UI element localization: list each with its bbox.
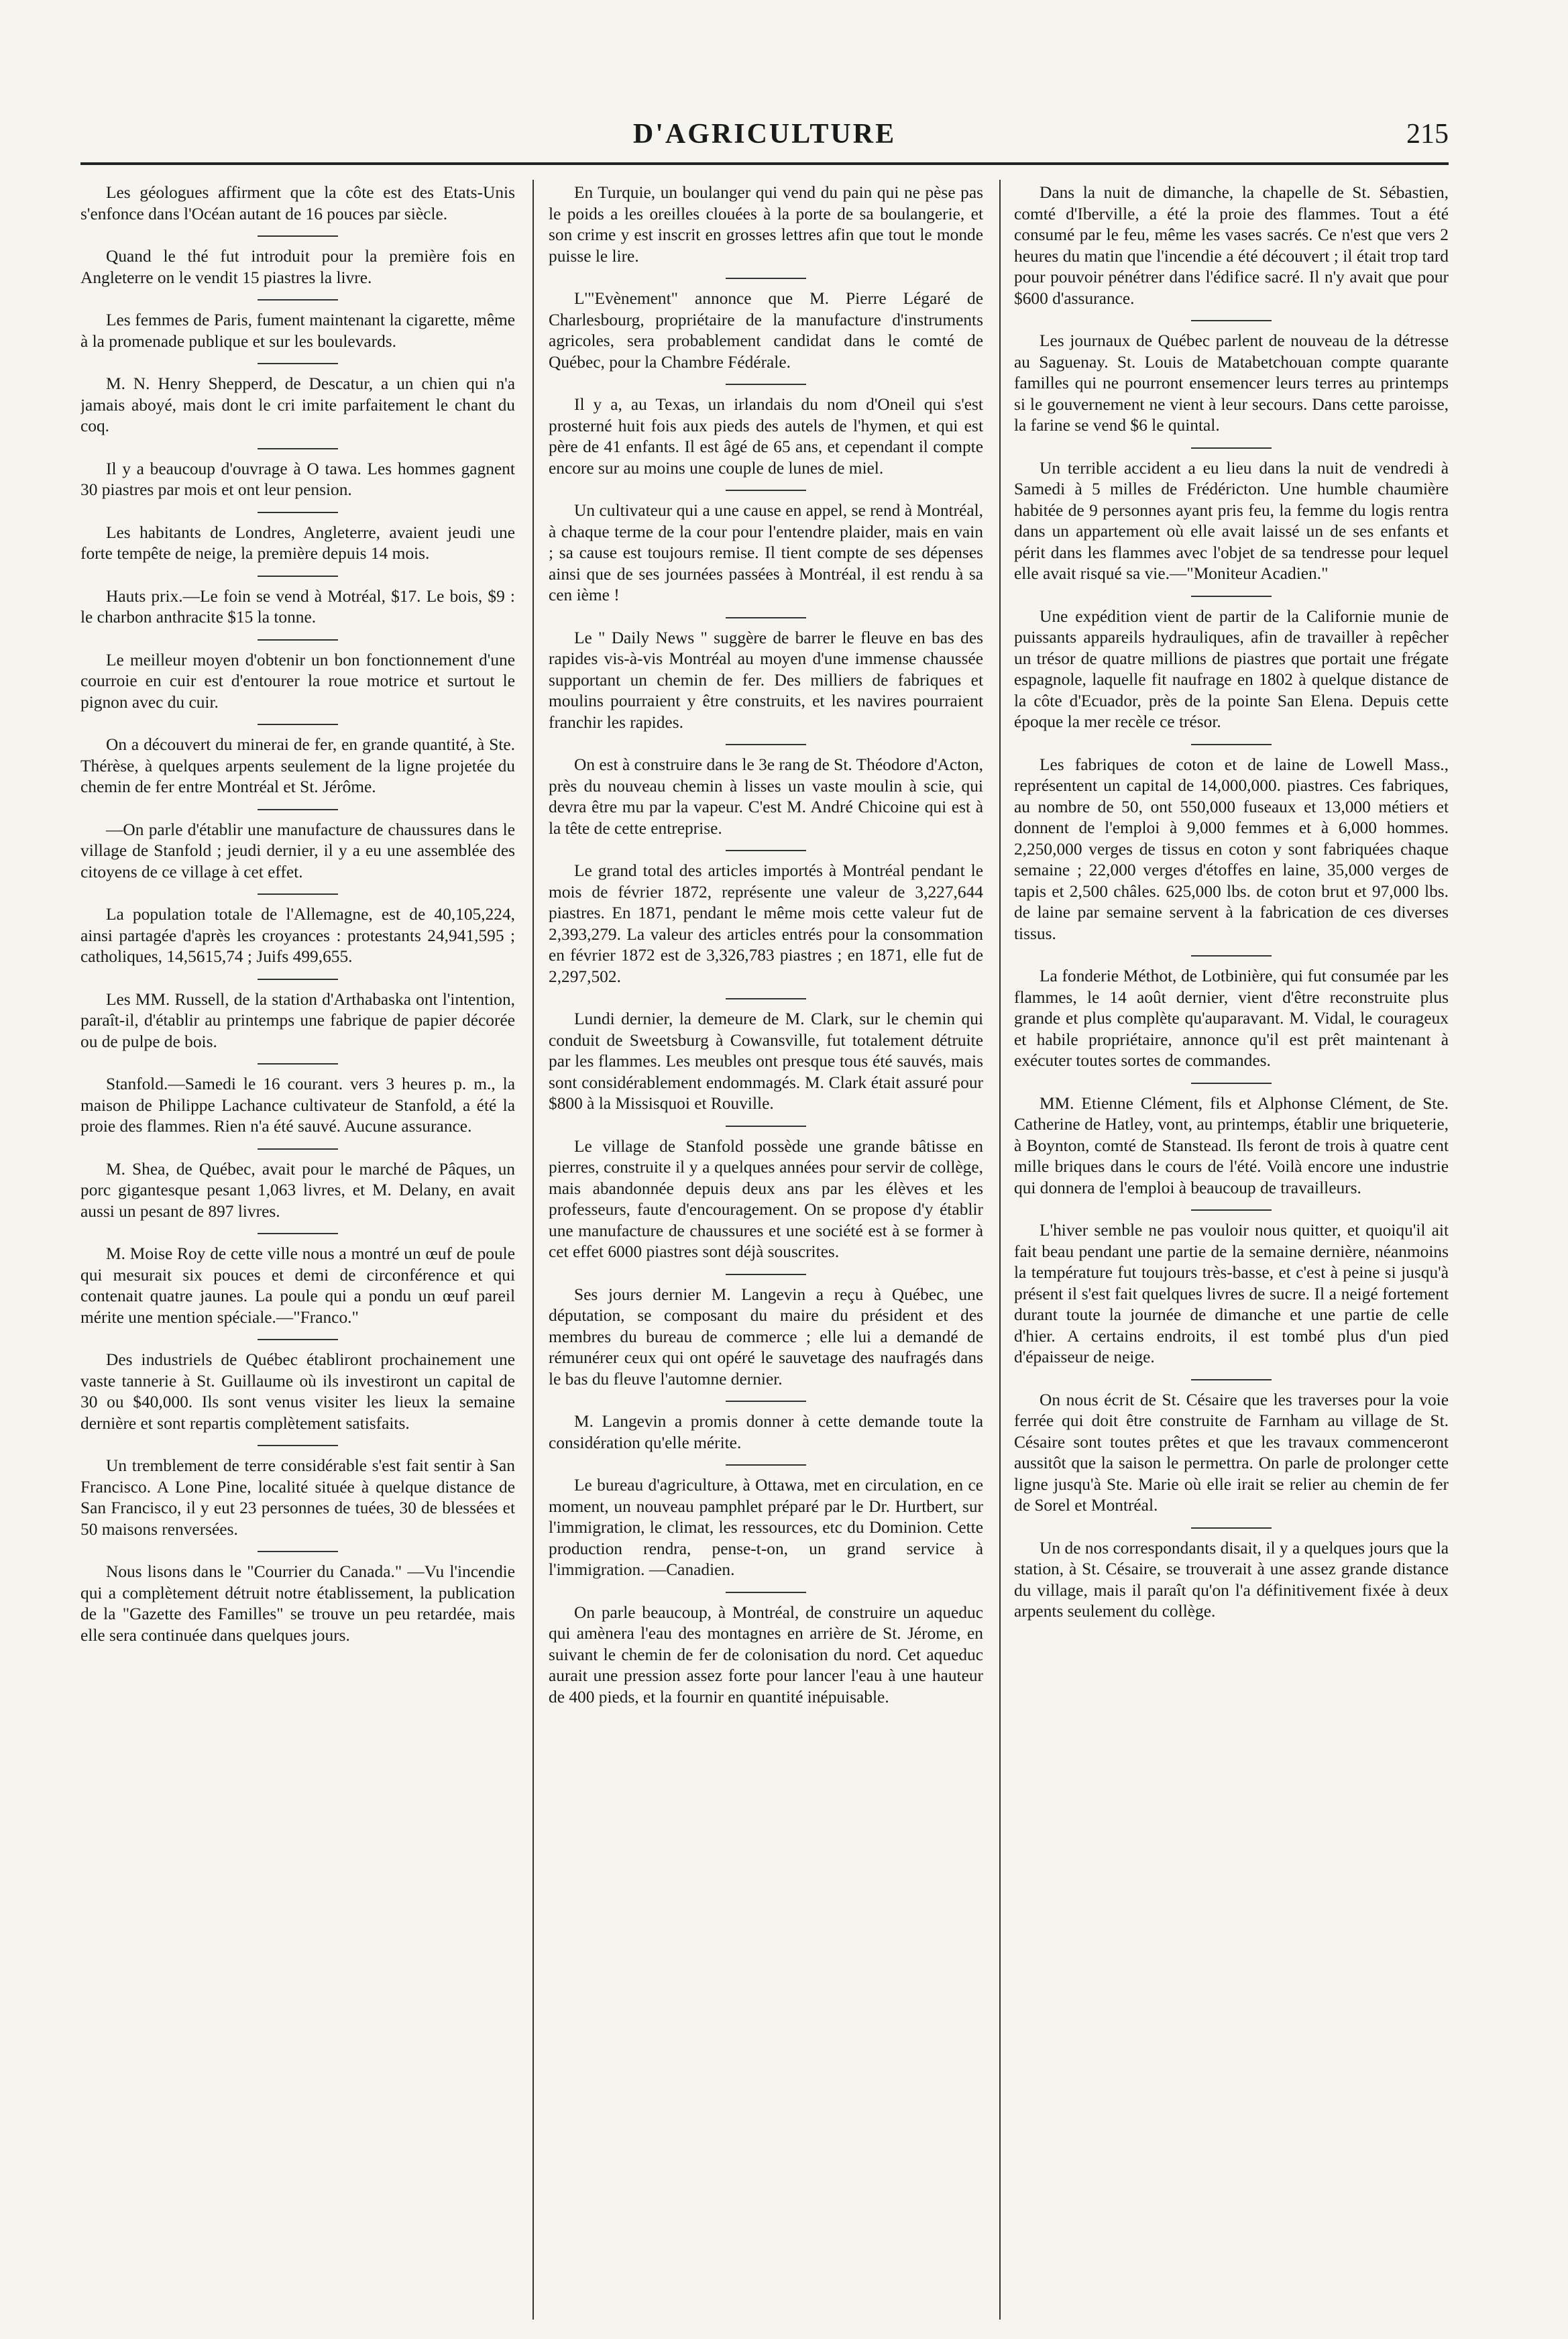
article-paragraph: M. Moise Roy de cette ville nous a montré un œuf de poule qui mesurait six pouces et demi de circonférence et qui contenait quatre jaunes. La poule qui a pondu un œuf pareil mérite une mention spéciale.—"Franco." [80,1244,515,1327]
article-separator [1191,1379,1272,1380]
article-separator [258,639,338,641]
article-separator [258,448,338,449]
article-paragraph: En Turquie, un boulanger qui vend du pain qui ne pèse pas le poids a les oreilles clouées à la porte de sa boulangerie, et son crime y est inscrit en grosses lettres afin que tout le monde puisse le lire. [549,183,983,266]
article-paragraph: Un terrible accident a eu lieu dans la nuit de vendredi à Samedi à 5 milles de Frédéricton. Une humble chaumière habitée de 9 personnes ayant pris feu, la femme du logis rentra dans un appartement où elle avait laissé un de ses enfants et périt dans les flammes avec l'objet de sa tendresse pour lequel elle avait risqué sa vie.—"Moniteur Acadien." [1014,458,1449,583]
article-paragraph: Les habitants de Londres, Angleterre, avaient jeudi une forte tempête de neige, la première depuis 14 mois. [80,523,515,563]
article-separator [1191,1209,1272,1211]
article-separator [258,363,338,364]
article-paragraph: Les fabriques de coton et de laine de Lowell Mass., représentent un capital de 14,000,000. piastres. Ces fabriques, au nombre de 50, ont 550,000 fuseaux et 13,000 métiers et donnent de l'emploi à 9,000 femmes et à 6,000 hommes. 2,250,000 verges de tissus en coton y sont fabriquées chaque semaine ; 22,000 verges d'étoffes en laine, 35,000 verges de tapis et 2,500 châles. 625,000 lbs. de coton brut et 97,000 lbs. de laine par semaine servent à la fabrication de ces diverses tissus. [1014,755,1449,943]
article-separator [258,235,338,237]
article-paragraph: On est à construire dans le 3e rang de St. Théodore d'Acton, près du nouveau chemin à lisses un vaste moulin à scie, qui devra être mu par la vapeur. C'est M. André Chicoine qui est à la tête de cette entreprise. [549,755,983,838]
article-separator [1191,744,1272,745]
article-paragraph: M. Shea, de Québec, avait pour le marché de Pâques, un porc gigantesque pesant 1,063 livres, et M. Delany, en avait aussi un pesant de 897 livres. [80,1159,515,1221]
page-number: 215 [1406,119,1449,150]
column-2 [549,182,983,2309]
article-paragraph: Un tremblement de terre considérable s'est fait sentir à San Francisco. A Lone Pine, localité située à quelque distance de San Francisco, il y eut 23 personnes de tuées, 30 de blessées et 50 maisons renversées. [80,1456,515,1539]
article-paragraph: Les femmes de Paris, fument maintenant la cigarette, même à la promenade publique et sur les boulevards. [80,311,515,351]
article-separator [258,1445,338,1446]
article-paragraph: Ses jours dernier M. Langevin a reçu à Québec, une députation, se composant du maire du président et des membres du bureau de commerce ; elle lui a demandé de rémunérer ceux qui ont opéré le sauvetage des naufragés dans le bas du fleuve l'automne dernier. [549,1285,983,1389]
article-paragraph: La fonderie Méthot, de Lotbinière, qui fut consumée par les flammes, le 14 août dernier, vient d'être reconstruite plus grande et plus complète qu'auparavant. M. Vidal, le courageux et habile propriétaire, annonce qu'il est prêt maintenant à exécuter toutes sortes de commandes. [1014,967,1449,1070]
article-separator [258,979,338,980]
article-separator [726,744,806,745]
article-paragraph: MM. Etienne Clément, fils et Alphonse Clément, de Ste. Catherine de Hatley, vont, au printemps, établir une briqueterie, à Boynton, comté de Stanstead. Ils feront de trois à quatre cent mille briques dans le cours de l'été. Voilà encore une industrie qui donnera de l'emploi à beaucoup de travailleurs. [1014,1093,1449,1197]
article-paragraph: Quand le thé fut introduit pour la première fois en Angleterre on le vendit 15 piastres la livre. [80,247,515,287]
article-separator [258,893,338,895]
article-paragraph: Un cultivateur qui a une cause en appel, se rend à Montréal, à chaque terme de la cour pour l'entendre plaider, mais en vain ; sa cause est toujours remise. Il tient compte de ses dépenses ainsi que de ses journées passées à Montréal, il est rendu à sa cen ième ! [549,501,983,604]
column-3 [1014,182,1449,2309]
article-separator [726,850,806,851]
article-paragraph: Hauts prix.—Le foin se vend à Motréal, $17. Le bois, $9 : le charbon anthracite $15 la tonne. [80,586,515,627]
article-separator [726,1401,806,1402]
article-separator [258,724,338,725]
article-paragraph: Nous lisons dans le "Courrier du Canada." —Vu l'incendie qui a complètement détruit notre établissement, la publication de la "Gazette des Familles" se trouve un peu retardée, mais elle sera continuée dans quelques jours. [80,1562,515,1645]
article-separator [1191,1083,1272,1084]
article-separator [726,998,806,999]
article-separator [1191,447,1272,449]
article-separator [1191,596,1272,597]
running-title: D'AGRICULTURE [632,119,897,150]
article-separator [726,1464,806,1466]
article-paragraph: Le " Daily News " suggère de barrer le fleuve en bas des rapides vis-à-vis Montréal au moyen d'une immense chaussée supportant un chemin de fer. Des milliers de fabriques et moulins pourraient y être construits, et les navires pourraient franchir les rapides. [549,628,983,732]
article-paragraph: On parle beaucoup, à Montréal, de construire un aqueduc qui amènera l'eau des montagnes en arrière de St. Jérome, en suivant le chemin de fer de colonisation du nord. Cet aqueduc aurait une pression assez forte pour lancer l'eau à une hauteur de 400 pieds, et la fournir en quantité inépuisable. [549,1602,983,1706]
page-header [80,114,1449,168]
article-separator [258,576,338,577]
article-separator [726,384,806,385]
article-paragraph: Il y a, au Texas, un irlandais du nom d'Oneil qui s'est prosterné huit fois aux pieds des autels de l'hymen, et qui est père de 41 enfants. Il est âgé de 65 ans, et cependant il compte encore sur au moins une couple de lunes de miel. [549,395,983,478]
article-paragraph: L'"Evènement" annonce que M. Pierre Légaré de Charlesbourg, propriétaire de la manufacture d'instruments agricoles, sera probablement candidat dans le comté de Québec, pour la Chambre Fédérale. [549,289,983,372]
article-separator [258,1233,338,1234]
article-separator [1191,1527,1272,1529]
article-paragraph: Un de nos correspondants disait, il y a quelques jours que la station, à St. Césaire, se trouverait à une assez grande distance du village, mais il paraît qu'on l'a définitivement fixée à deux arpents seulement du collège. [1014,1538,1449,1621]
article-separator [1191,955,1272,957]
article-paragraph: Il y a beaucoup d'ouvrage à O tawa. Les hommes gagnent 30 piastres par mois et ont leur pension. [80,459,515,499]
article-separator [258,299,338,301]
article-paragraph: M. Langevin a promis donner à cette demande toute la considération qu'elle mérite. [549,1412,983,1452]
article-separator [726,490,806,491]
column-rule-2 [999,180,1001,2320]
article-paragraph: L'hiver semble ne pas vouloir nous quitter, et quoiqu'il ait fait beau pendant une partie de la semaine dernière, néanmoins la température fut toujours très-basse, et c'est à peine si jusqu'à présent il s'est fait quelques livres de sucre. Il a neigé fortement durant toute la journée de dimanche et une partie de celle d'hier. A certains endroits, il est tombé plus d'un pied d'épaisseur de neige. [1014,1221,1449,1366]
article-paragraph: On nous écrit de St. Césaire que les traverses pour la voie ferrée qui doit être construite de Farnham au village de St. Césaire sont toutes prêtes et que les travaux commenceront aussitôt que la saison le permettra. On parle de prolonger cette ligne jusqu'à Ste. Marie où elle irait se relier au chemin de fer de Sorel et Montréal. [1014,1390,1449,1515]
article-separator [258,1063,338,1065]
header-rule [80,162,1449,165]
article-paragraph: Le village de Stanfold possède une grande bâtisse en pierres, construite il y a quelques années pour servir de collège, mais abandonnée depuis deux ans par les élèves et les professeurs, faute d'encouragement. On se propose d'y établir une manufacture de chaussures et une société est à se former à cet effet 6000 piastres sont déjà souscrites. [549,1136,983,1261]
article-paragraph: Le meilleur moyen d'obtenir un bon fonctionnement d'une courroie en cuir est d'entourer la roue motrice et surtout le pignon avec du cuir. [80,650,515,712]
column-rule-1 [533,180,534,2320]
article-paragraph: Dans la nuit de dimanche, la chapelle de St. Sébastien, comté d'Iberville, a été la proie des flammes. Tout a été consumé par le feu, même les vases sacrés. Ce n'est que vers 2 heures du matin que l'incendie a été découvert ; il était trop tard pour pouvoir pénétrer dans l'édifice sacré. Il n'y avait que pour $600 d'assurance. [1014,183,1449,308]
article-paragraph: Les MM. Russell, de la station d'Arthabaska ont l'intention, paraît-il, d'établir au printemps une fabrique de papier décorée ou de pulpe de bois. [80,989,515,1051]
article-paragraph: Le bureau d'agriculture, à Ottawa, met en circulation, en ce moment, un nouveau pamphlet préparé par le Dr. Hurtbert, sur l'immigration, le climat, les ressources, etc du Dominion. Cette production rendra, pense-t-on, un grand service à l'immigration. —Canadien. [549,1476,983,1579]
column-1 [80,182,515,2309]
article-paragraph: Stanfold.—Samedi le 16 courant. vers 3 heures p. m., la maison de Philippe Lachance cultivateur de Stanfold, a été la proie des flammes. Rien n'a été sauvé. Aucune assurance. [80,1075,515,1136]
article-paragraph: Une expédition vient de partir de la Californie munie de puissants appareils hydrauliques, afin de travailler à repêcher un trésor de quatre millions de piastres que portait une frégate espagnole, laquelle fit naufrage en 1802 à quelque distance de la côte d'Ecuador, près de la pointe San Elena. Depuis cette époque la mer recèle ce trésor. [1014,606,1449,731]
article-separator [258,512,338,513]
article-separator [726,1126,806,1127]
article-paragraph: Les géologues affirment que la côte est des Etats-Unis s'enfonce dans l'Océan autant de 16 pouces par siècle. [80,183,515,223]
article-separator [726,1592,806,1593]
article-separator [258,1339,338,1340]
article-separator [726,1274,806,1275]
article-separator [726,278,806,279]
article-paragraph: M. N. Henry Shepperd, de Descatur, a un chien qui n'a jamais aboyé, mais dont le cri imite parfaitement le chant du coq. [80,374,515,435]
article-paragraph: Des industriels de Québec établiront prochainement une vaste tannerie à St. Guillaume où ils investiront un capital de 30 ou $40,000. Ils sont venus visiter les lieux la semaine dernière et sont repartis complètement satisfaits. [80,1350,515,1433]
article-separator [258,1148,338,1150]
article-separator [726,617,806,618]
article-separator [1191,320,1272,321]
article-paragraph: Lundi dernier, la demeure de M. Clark, sur le chemin qui conduit de Sweetsburg à Cowansville, fut totalement détruite par les flammes. Les meubles ont presque tous été sauvés, mais sont considérablement endommagés. M. Clark était assuré pour $800 à la Missisquoi et Rouville. [549,1010,983,1113]
article-separator [258,809,338,810]
article-paragraph: On a découvert du minerai de fer, en grande quantité, à Ste. Thérèse, à quelques arpents seulement de la ligne projetée du chemin de fer entre Montréal et St. Jérôme. [80,735,515,796]
article-paragraph: La population totale de l'Allemagne, est de 40,105,224, ainsi partagée d'après les croyances : protestants 24,941,595 ; catholiques, 14,5615,74 ; Juifs 499,655. [80,905,515,966]
article-separator [258,1551,338,1552]
article-paragraph: —On parle d'établir une manufacture de chaussures dans le village de Stanfold ; jeudi dernier, il y a eu une assemblée des citoyens de ce village à cet effet. [80,820,515,881]
article-paragraph: Le grand total des articles importés à Montréal pendant le mois de février 1872, représente une valeur de 3,227,644 piastres. En 1871, pendant le même mois cette valeur fut de 2,393,279. La valeur des articles entrés pour la consommation en février 1872 est de 3,326,783 piastres ; en 1871, elle fut de 2,297,502. [549,861,983,986]
article-paragraph: Les journaux de Québec parlent de nouveau de la détresse au Saguenay. St. Louis de Matabetchouan compte quarante familles qui ne pourront ensemencer leurs terres au printemps si le gouvernement ne vient à leur secours. Dans cette paroisse, la farine se vend $6 le quintal. [1014,331,1449,435]
